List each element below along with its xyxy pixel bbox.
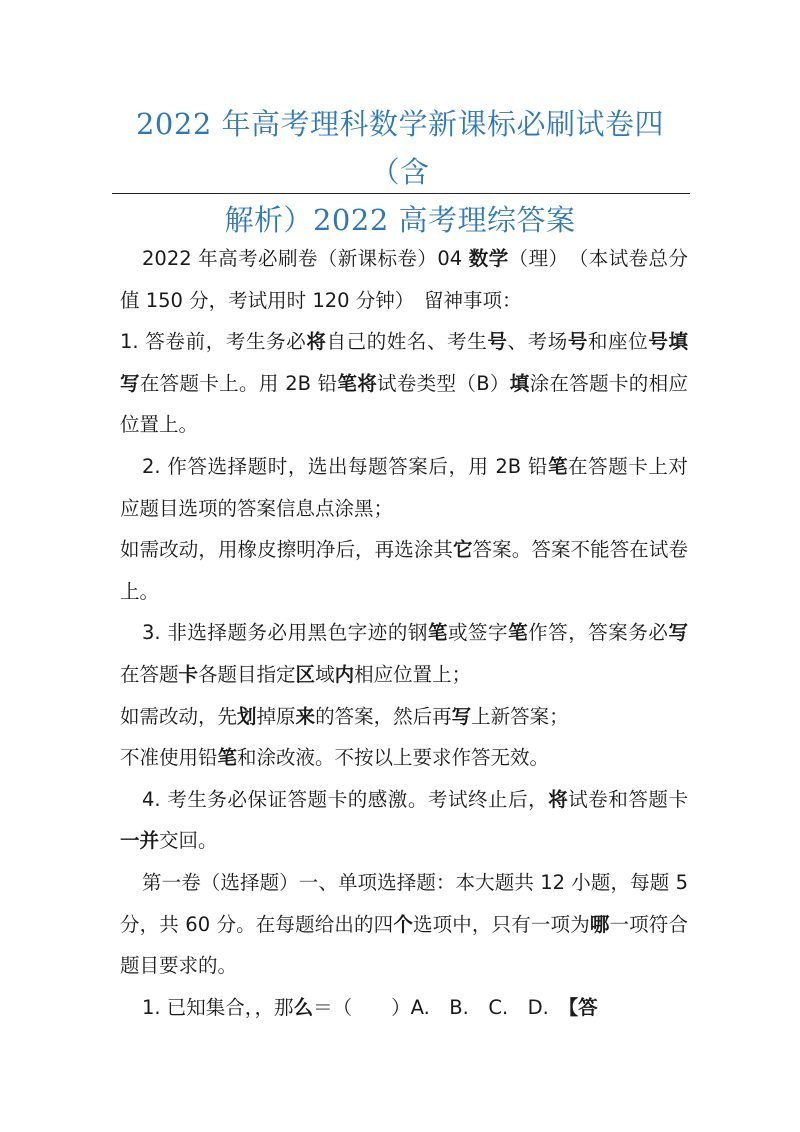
text-segment: 3. 非选择题务必用黑色字迹的钢 xyxy=(142,621,428,645)
bold-text-segment: 卡 xyxy=(178,662,199,686)
text-segment: 一项符合题目要求的。 xyxy=(120,912,688,978)
bold-text-segment: 区 xyxy=(295,662,316,686)
text-segment: 如需改动，先 xyxy=(120,704,238,728)
text-segment: ＝（ ）A. B. C. D. xyxy=(313,995,569,1019)
bold-text-segment: 号 xyxy=(487,330,508,354)
bold-text-segment: 笔 xyxy=(217,746,238,770)
bold-text-segment: 笔 xyxy=(508,621,529,645)
bold-text-segment: 一并 xyxy=(120,829,160,853)
text-segment: 各题目指定 xyxy=(198,662,296,686)
text-segment: 和座位 xyxy=(587,330,649,354)
bold-text-segment: 内 xyxy=(334,662,355,686)
bold-text-segment: 号 xyxy=(567,330,588,354)
text-segment: 4. 考生务必保证答题卡的感激。考试终止后， xyxy=(142,787,549,811)
text-segment: 在答题卡上。用 2B 铅 xyxy=(139,371,338,395)
bold-text-segment: 来 xyxy=(295,704,316,728)
bold-text-segment: 数学 xyxy=(468,247,509,270)
text-segment: 和涂改液。不按以上要求作答无效。 xyxy=(237,746,550,770)
bold-text-segment: 个 xyxy=(393,912,413,936)
bold-text-segment: 哪 xyxy=(589,912,610,936)
bold-text-segment: 填 xyxy=(509,371,530,395)
text-segment: 1. 答卷前，考生务必 xyxy=(120,330,307,354)
text-segment: 掉原 xyxy=(256,704,296,728)
text-segment: 或签字 xyxy=(447,621,509,645)
body-paragraph xyxy=(120,696,688,738)
bold-text-segment: 号填写 xyxy=(120,330,688,395)
text-segment: 交回。 xyxy=(159,829,218,853)
bold-text-segment: 笔 xyxy=(548,454,569,478)
bold-text-segment: 写 xyxy=(451,704,472,728)
body-paragraph xyxy=(120,862,688,987)
body-paragraph xyxy=(120,779,688,862)
body-paragraph xyxy=(120,321,688,446)
bold-text-segment: 【答 xyxy=(568,995,598,1019)
text-segment: 答案。答案不能答在试卷上。 xyxy=(120,538,688,603)
text-segment: 如需改动，用橡皮擦明净后，再选涂其 xyxy=(120,538,453,562)
text-segment: 相应位置上； xyxy=(354,662,472,686)
body-paragraph xyxy=(120,529,688,612)
text-segment: 涂在答题卡的相应位置上。 xyxy=(120,371,688,437)
bold-text-segment: 笔将 xyxy=(337,371,378,395)
bold-text-segment: 笔 xyxy=(427,621,448,645)
text-segment: 第一卷（选择题）一、单项选择题：本大题共 12 小题，每题 5 分，共 60 分。在每题给出的四 xyxy=(120,870,688,936)
body-paragraph xyxy=(120,987,688,1029)
body-paragraph xyxy=(120,238,688,321)
text-segment: 、考场 xyxy=(507,330,568,354)
text-segment: 试卷和答题卡 xyxy=(568,787,688,811)
body-paragraph xyxy=(120,446,688,529)
text-segment: 域 xyxy=(315,662,335,686)
text-segment: 在答题 xyxy=(120,662,179,686)
document-title xyxy=(110,100,690,244)
bold-text-segment: 写 xyxy=(668,621,688,645)
bold-text-segment: 将 xyxy=(548,787,569,811)
document-body xyxy=(120,238,688,1028)
text-segment: 选项中，只有一项为 xyxy=(412,912,590,936)
text-segment: 上新答案； xyxy=(471,704,569,728)
bold-text-segment: 它 xyxy=(453,538,473,562)
body-paragraph xyxy=(120,612,688,695)
text-segment: 不准使用铅 xyxy=(120,746,218,770)
text-segment: 在答题卡上对应题目选项的答案信息点涂黑； xyxy=(120,454,688,520)
text-segment: 试卷类型（B） xyxy=(377,371,510,395)
text-segment: 2022 年高考必刷卷（新课标卷）04 xyxy=(142,247,469,270)
body-paragraph xyxy=(120,737,688,779)
text-segment: 自己的姓名、考生 xyxy=(326,330,488,354)
bold-text-segment: 么 xyxy=(293,995,314,1019)
bold-text-segment: 划 xyxy=(237,704,257,728)
text-segment: （理） （本试卷总分值 150 分，考试用时 120 分钟） 留神事项： xyxy=(120,247,688,312)
text-segment: 1. 已知集合，，那 xyxy=(142,995,294,1019)
document-title-line-1: 2022 年高考理科数学新课标必刷试卷四（含 xyxy=(135,107,665,189)
bold-text-segment: 将 xyxy=(306,330,327,354)
text-segment: 2. 作答选择题时，选出每题答案后，用 2B 铅 xyxy=(142,454,548,478)
title-divider xyxy=(112,193,690,194)
document-title-line-2: 解析）2022 高考理综答案 xyxy=(224,203,576,237)
text-segment: 的答案，然后再 xyxy=(315,704,452,728)
text-segment: 作答，答案务必 xyxy=(528,621,669,645)
